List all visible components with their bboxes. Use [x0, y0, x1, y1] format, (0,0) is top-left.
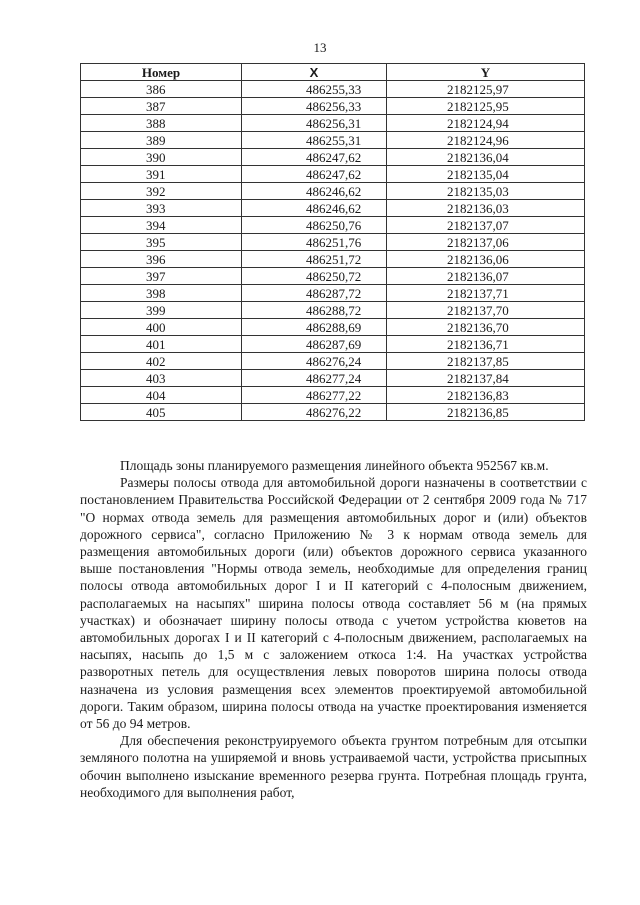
- cell-x: 486277,24: [242, 370, 387, 387]
- table-row: [81, 353, 585, 370]
- table-row: [81, 285, 585, 302]
- cell-y: 2182137,85: [387, 353, 585, 370]
- cell-y: 2182136,83: [387, 387, 585, 404]
- cell-x: 486255,33: [242, 81, 387, 98]
- cell-number: 395: [81, 234, 242, 251]
- table-row: [81, 336, 585, 353]
- cell-y: 2182125,95: [387, 98, 585, 115]
- cell-number: 393: [81, 200, 242, 217]
- cell-y: 2182124,94: [387, 115, 585, 132]
- cell-y: 2182135,03: [387, 183, 585, 200]
- cell-number: 401: [81, 336, 242, 353]
- cell-x: 486287,69: [242, 336, 387, 353]
- cell-x: 486250,76: [242, 217, 387, 234]
- cell-x: 486255,31: [242, 132, 387, 149]
- table-row: [81, 319, 585, 336]
- cell-number: 402: [81, 353, 242, 370]
- cell-number: 390: [81, 149, 242, 166]
- cell-number: 391: [81, 166, 242, 183]
- header-y: Y: [387, 64, 585, 81]
- cell-y: 2182137,06: [387, 234, 585, 251]
- table-row: [81, 98, 585, 115]
- table-row: [81, 166, 585, 183]
- coordinates-table: [80, 63, 585, 421]
- cell-number: 389: [81, 132, 242, 149]
- cell-number: 400: [81, 319, 242, 336]
- cell-x: 486276,22: [242, 404, 387, 421]
- table-row: [81, 404, 585, 421]
- table-row: [81, 387, 585, 404]
- table-row: [81, 183, 585, 200]
- table-row: [81, 370, 585, 387]
- cell-x: 486247,62: [242, 166, 387, 183]
- cell-x: 486256,33: [242, 98, 387, 115]
- cell-y: 2182136,85: [387, 404, 585, 421]
- cell-x: 486288,72: [242, 302, 387, 319]
- cell-y: 2182136,03: [387, 200, 585, 217]
- cell-y: 2182136,04: [387, 149, 585, 166]
- table-body: [81, 81, 585, 421]
- cell-number: 387: [81, 98, 242, 115]
- cell-number: 396: [81, 251, 242, 268]
- table-row: [81, 217, 585, 234]
- cell-x: 486277,22: [242, 387, 387, 404]
- table-row: [81, 149, 585, 166]
- header-number: Номер: [81, 64, 242, 81]
- cell-x: 486276,24: [242, 353, 387, 370]
- cell-y: 2182125,97: [387, 81, 585, 98]
- cell-x: 486251,72: [242, 251, 387, 268]
- header-x: X: [242, 64, 387, 81]
- cell-x: 486246,62: [242, 183, 387, 200]
- cell-y: 2182136,70: [387, 319, 585, 336]
- cell-y: 2182136,71: [387, 336, 585, 353]
- table-header-row: [81, 64, 585, 81]
- cell-y: 2182137,70: [387, 302, 585, 319]
- cell-number: 392: [81, 183, 242, 200]
- table-row: [81, 302, 585, 319]
- page-number: 13: [313, 40, 327, 55]
- cell-number: 388: [81, 115, 242, 132]
- cell-y: 2182137,84: [387, 370, 585, 387]
- cell-number: 397: [81, 268, 242, 285]
- cell-number: 399: [81, 302, 242, 319]
- cell-x: 486250,72: [242, 268, 387, 285]
- cell-y: 2182136,06: [387, 251, 585, 268]
- cell-number: 398: [81, 285, 242, 302]
- table-row: [81, 251, 585, 268]
- cell-x: 486287,72: [242, 285, 387, 302]
- cell-x: 486288,69: [242, 319, 387, 336]
- cell-y: 2182137,71: [387, 285, 585, 302]
- table-row: [81, 115, 585, 132]
- table-row: [81, 268, 585, 285]
- cell-number: 394: [81, 217, 242, 234]
- cell-y: 2182137,07: [387, 217, 585, 234]
- cell-y: 2182136,07: [387, 268, 585, 285]
- table-row: [81, 81, 585, 98]
- table-row: [81, 234, 585, 251]
- cell-x: 486246,62: [242, 200, 387, 217]
- table-row: [81, 200, 585, 217]
- cell-x: 486247,62: [242, 149, 387, 166]
- cell-x: 486251,76: [242, 234, 387, 251]
- body-text: [80, 457, 587, 801]
- cell-number: 403: [81, 370, 242, 387]
- cell-x: 486256,31: [242, 115, 387, 132]
- paragraph-right-of-way: Размеры полосы отвода для автомобильной дороги назначены в соответствии с постановлением Правительства Российской Федерации от 2 сентября 2009 года № 717 "О нормах отвода земель для размещения автомобильных дорог и (или) объектов дорожного сервиса", согласно Приложению № 3 к нормам отвода земель для размещения автомобильных дороги (или) объектов дорожного сервиса указанного выше постановления "Нормы отвода земель, необходимые для определения границ полосы отвода автомобильных дорог I и II категорий с 4-полосным движением, располагаемых на насыпях" ширина полосы отвода составляет 56 м (на прямых участках) и обозначает ширину полосы отвода с учетом устройства кюветов на автомобильных дорогах I и II категорий с 4-полосным движением, располагаемых на насыпях, насыпь до 1,5 м с заложением откоса 1:4. На участках устройства разворотных петель для осуществления левых поворотов ширина полосы отвода назначена из условия размещения всех элементов проектируемой автомобильной дороги. Таким образом, ширина полосы отвода на участке проектирования изменяется от 56 до 94 метров.: [80, 475, 587, 732]
- cell-number: 386: [81, 81, 242, 98]
- paragraph-area: Площадь зоны планируемого размещения линейного объекта 952567 кв.м.: [120, 458, 549, 473]
- cell-y: 2182135,04: [387, 166, 585, 183]
- table-row: [81, 132, 585, 149]
- paragraph-soil-reserve: Для обеспечения реконструируемого объекта грунтом потребным для отсыпки земляного полотна на уширяемой и вновь устраиваемой части, устройства присыпных обочин выполнено изыскание временного резерва грунта. Потребная площадь грунта, необходимого для выполнения работ,: [80, 733, 587, 800]
- cell-number: 404: [81, 387, 242, 404]
- cell-number: 405: [81, 404, 242, 421]
- cell-y: 2182124,96: [387, 132, 585, 149]
